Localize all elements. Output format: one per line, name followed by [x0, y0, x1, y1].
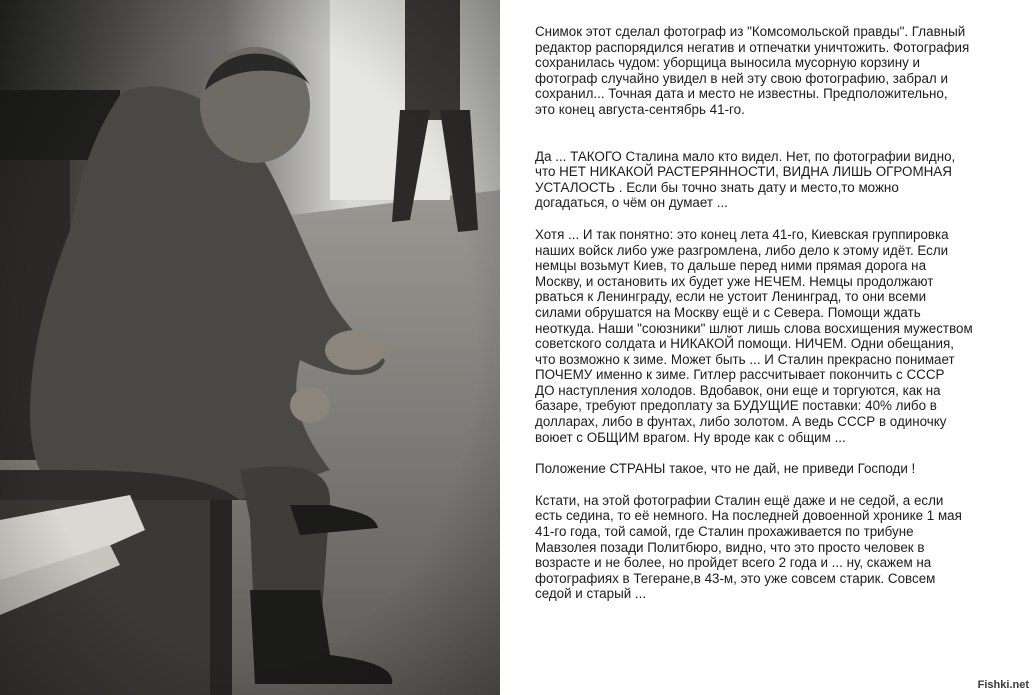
historical-photo — [0, 0, 500, 695]
article-text — [535, 24, 1020, 602]
paragraph-2: Да ... ТАКОГО Сталина мало кто видел. Нет, по фотографии видно, что НЕТ НИКАКОЙ РАСТЕРЯННОСТИ, ВИДНА ЛИШЬ ОГРОМНАЯ УСТАЛОСТЬ . Если бы точно знать дату и место,то можно догадаться, о чём он думает ... — [535, 148, 956, 211]
paragraph-4: Положение СТРАНЫ такое, что не дай, не приведи Господи ! — [535, 461, 916, 477]
paragraph-5: Кстати, на этой фотографии Сталин ещё даже и не седой, а если есть седина, то её немного. На последней довоенной хронике 1 мая 41-го года, той самой, где Сталин прохаживается по трибуне Мавзолея позади Политбюро, видно, что это просто человек в возрасте и не более, но пройдет всего 2 года и ... ну, скажем на фотографиях в Тегеране,в 43-м, это уже совсем старик. Совсем седой и старый ... — [535, 492, 962, 602]
paragraph-3: Хотя ... И так понятно: это конец лета 41-го, Киевская группировка наших войск либо уже разгромлена, либо дело к этому идёт. Если немцы возьмут Киев, то дальше перед ними прямая дорога на Москву, и остановить их будет уже НЕЧЕМ. Немцы продолжают рваться к Ленинграду, если не устоит Ленинград, то они всеми силами обрушатся на Москву ещё и с Севера. Помощи ждать неоткуда. Наши "союзники" шлют лишь слова восхищения мужеством советского солдата и НИКАКОЙ помощи. НИЧЕМ. Одни обещания, что возможно к зиме. Может быть ... И Сталин прекрасно понимает ПОЧЕМУ именно к зиме. Гитлер рассчитывает покончить с СССР ДО наступления холодов. Вдобавок, они еще и торгуются, как на базаре, требуют предоплату за БУДУЩИЕ поставки: 40% либо в долларах, либо в фунтах, либо золотом. А ведь СССР в одиночку воюет с ОБЩИМ врагом. Ну вроде как с общим ... — [535, 226, 973, 445]
paragraph-1: Снимок этот сделал фотограф из "Комсомольской правды". Главный редактор распорядился негатив и отпечатки уничтожить. Фотография сохранилась чудом: уборщица выносила мусорную корзину и фотограф случайно увидел в ней эту свою фотографию, забрал и сохранил... Точная дата и место не известны. Предположительно, это конец августа-сентябрь 41-го. — [535, 24, 970, 117]
watermark: Fishki.net — [977, 679, 1029, 691]
